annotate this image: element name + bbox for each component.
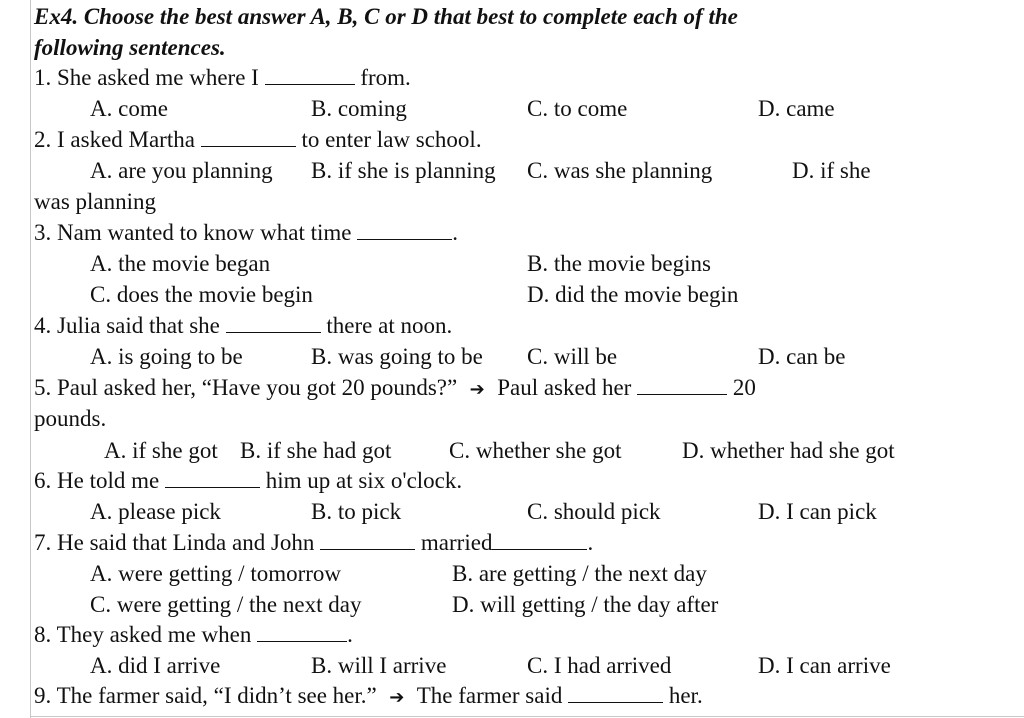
question-text: her.: [663, 683, 703, 708]
q4-option-b[interactable]: B. was going to be: [311, 344, 483, 369]
q1-option-b[interactable]: B. coming: [311, 96, 407, 121]
question-text: to enter law school.: [295, 127, 482, 152]
q8-option-c[interactable]: C. I had arrived: [527, 653, 672, 678]
q6-option-b[interactable]: B. to pick: [311, 499, 402, 524]
q5-option-a[interactable]: A. if she got: [104, 438, 218, 463]
q4-option-d[interactable]: D. can be: [758, 344, 846, 369]
q8-option-b[interactable]: B. will I arrive: [311, 653, 447, 678]
question-text: 4. Julia said that she: [34, 313, 226, 338]
question-text: married: [415, 530, 493, 555]
answer-blank[interactable]: [492, 531, 587, 550]
answer-blank[interactable]: [357, 221, 452, 240]
question-2: [34, 125, 482, 155]
q4-option-a[interactable]: A. is going to be: [90, 344, 243, 369]
question-text: him up at six o'clock.: [259, 468, 463, 493]
q8-option-a[interactable]: A. did I arrive: [90, 653, 221, 678]
question-text: .: [587, 530, 594, 555]
q5-option-c[interactable]: C. whether she got: [449, 438, 622, 463]
question-text: 5. Paul asked her, “Have you got 20 pounds?”: [34, 375, 458, 400]
page-frame-left: [30, 0, 31, 718]
answer-blank[interactable]: [637, 376, 727, 395]
exercise-title-line-2: following sentences.: [34, 35, 226, 60]
question-5: [34, 373, 756, 403]
question-text: 7. He said that Linda and John: [34, 530, 321, 555]
q1-option-d[interactable]: D. came: [758, 96, 835, 121]
question-5-wrap: pounds.: [34, 406, 107, 431]
question-text: 6. He told me: [34, 468, 165, 493]
arrow-right-icon: ➔: [469, 379, 485, 400]
q7-option-a[interactable]: A. were getting / tomorrow: [90, 561, 342, 586]
question-1: [34, 63, 411, 93]
arrow-right-icon: ➔: [389, 687, 405, 708]
q3-option-b[interactable]: B. the movie begins: [527, 251, 711, 276]
answer-blank[interactable]: [568, 684, 663, 703]
question-text: 8. They asked me when: [34, 622, 258, 647]
answer-blank[interactable]: [201, 128, 296, 147]
q6-option-a[interactable]: A. please pick: [90, 499, 221, 524]
question-text: 2. I asked Martha: [34, 127, 201, 152]
q3-option-a[interactable]: A. the movie began: [90, 251, 271, 276]
answer-blank[interactable]: [165, 469, 260, 488]
question-text: Paul asked her: [497, 375, 638, 400]
page-frame-bottom: [30, 716, 1024, 717]
question-4: [34, 311, 452, 341]
q2-option-b[interactable]: B. if she is planning: [311, 158, 496, 183]
question-text: 1. She asked me where I: [34, 65, 265, 90]
question-3: [34, 218, 458, 248]
answer-blank[interactable]: [226, 314, 321, 333]
q7-option-c[interactable]: C. were getting / the next day: [90, 592, 362, 617]
question-8: [34, 620, 353, 650]
question-text: 3. Nam wanted to know what time: [34, 220, 358, 245]
question-text: .: [452, 220, 458, 245]
q1-option-c[interactable]: C. to come: [527, 96, 628, 121]
answer-blank[interactable]: [257, 623, 347, 642]
question-text: there at noon.: [320, 313, 453, 338]
answer-blank[interactable]: [320, 531, 415, 550]
q5-option-d[interactable]: D. whether had she got: [682, 438, 895, 463]
q7-option-b[interactable]: B. are getting / the next day: [452, 561, 707, 586]
question-text: 9. The farmer said, “I didn’t see her.”: [34, 683, 377, 708]
q1-option-a[interactable]: A. come: [90, 96, 168, 121]
q3-option-c[interactable]: C. does the movie begin: [90, 282, 313, 307]
q6-option-c[interactable]: C. should pick: [527, 499, 661, 524]
q2-option-d-wrap[interactable]: was planning: [34, 189, 157, 214]
q2-option-c[interactable]: C. was she planning: [527, 158, 713, 183]
q6-option-d[interactable]: D. I can pick: [758, 499, 877, 524]
question-9: [34, 681, 703, 711]
question-6: [34, 466, 462, 496]
answer-blank[interactable]: [265, 66, 355, 85]
q7-option-d[interactable]: D. will getting / the day after: [452, 592, 719, 617]
q2-option-d[interactable]: D. if she: [792, 158, 871, 183]
question-text: The farmer said: [416, 683, 569, 708]
question-text: .: [347, 622, 353, 647]
exercise-title-line-1: Ex4. Choose the best answer A, B, C or D that best to complete each of the: [34, 4, 738, 29]
q8-option-d[interactable]: D. I can arrive: [758, 653, 891, 678]
q2-option-a[interactable]: A. are you planning: [90, 158, 273, 183]
question-text: 20: [727, 375, 756, 400]
q5-option-b[interactable]: B. if she had got: [240, 438, 392, 463]
q4-option-c[interactable]: C. will be: [527, 344, 618, 369]
q3-option-d[interactable]: D. did the movie begin: [527, 282, 739, 307]
question-7: [34, 528, 593, 558]
question-text: from.: [354, 65, 411, 90]
